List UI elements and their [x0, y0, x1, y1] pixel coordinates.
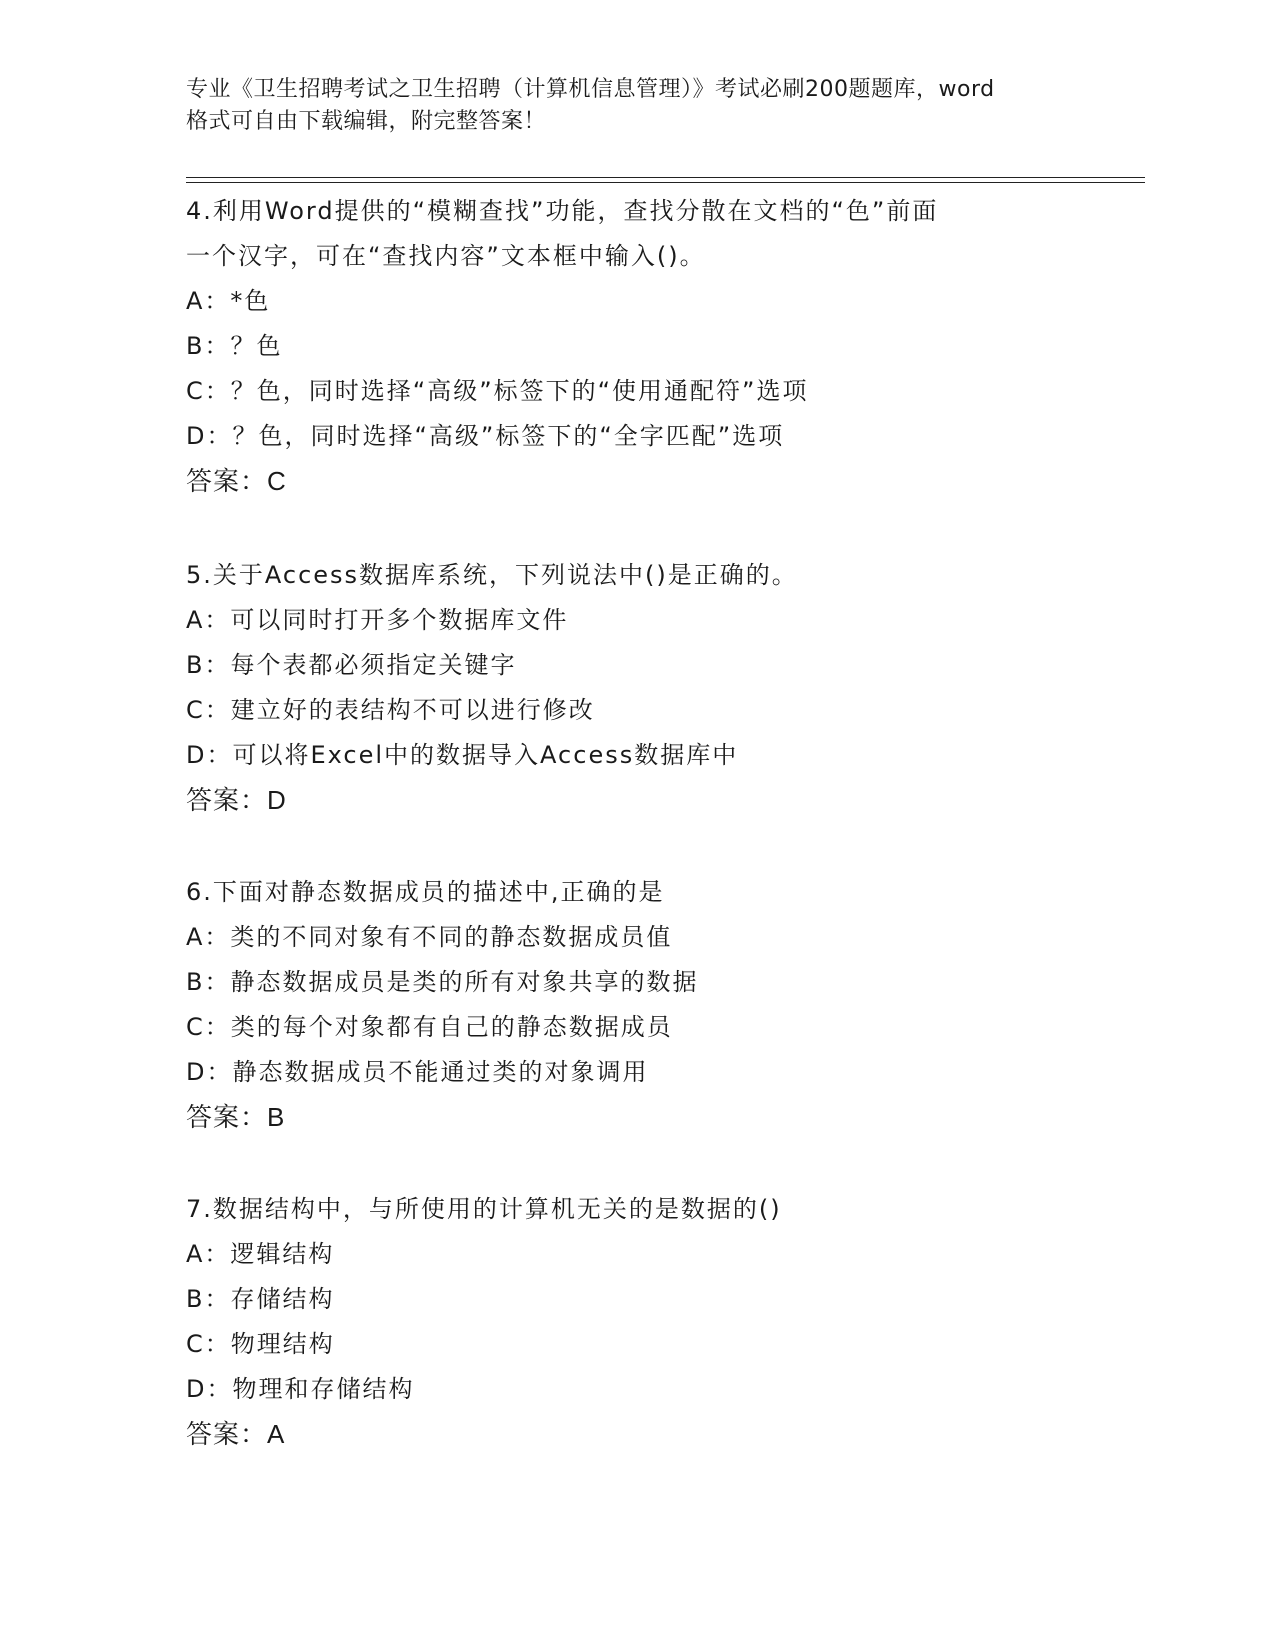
header-line-2: 格式可自由下载编辑，附完整答案！	[186, 109, 547, 134]
question-stem: 4.利用Word提供的“模糊查找”功能，查找分散在文档的“色”前面	[186, 197, 939, 225]
option-c: C：类的每个对象都有自己的静态数据成员	[186, 1013, 673, 1041]
question-stem: 7.数据结构中，与所使用的计算机无关的是数据的()	[186, 1195, 782, 1223]
document-header	[186, 74, 1086, 138]
answer-line: 答案：D	[186, 785, 287, 815]
answer-line: 答案：B	[186, 1102, 286, 1132]
option-a: A：*色	[186, 287, 271, 315]
header-line-1: 专业《卫生招聘考试之卫生招聘（计算机信息管理）》考试必刷200题题库，word	[186, 77, 995, 102]
question-block	[186, 553, 1086, 823]
option-c: C：建立好的表结构不可以进行修改	[186, 696, 595, 724]
option-d: D：静态数据成员不能通过类的对象调用	[186, 1058, 649, 1086]
question-block	[186, 870, 1086, 1140]
header-divider-bottom	[186, 182, 1145, 183]
answer-line: 答案：A	[186, 1419, 286, 1449]
question-stem: 5.关于Access数据库系统，下列说法中()是正确的。	[186, 561, 798, 589]
option-a: A：类的不同对象有不同的静态数据成员值	[186, 923, 673, 951]
option-d: D：？色，同时选择“高级”标签下的“全字匹配”选项	[186, 422, 785, 450]
header-divider-top	[186, 177, 1145, 178]
question-stem: 6.下面对静态数据成员的描述中,正确的是	[186, 878, 665, 906]
option-b: B：静态数据成员是类的所有对象共享的数据	[186, 968, 699, 996]
option-b: B：？色	[186, 332, 283, 360]
question-stem: 一个汉字，可在“查找内容”文本框中输入()。	[186, 242, 706, 270]
question-block	[186, 1187, 1086, 1457]
option-a: A：逻辑结构	[186, 1240, 335, 1268]
option-d: D：物理和存储结构	[186, 1375, 415, 1403]
option-c: C：？色，同时选择“高级”标签下的“使用通配符”选项	[186, 377, 809, 405]
option-a: A：可以同时打开多个数据库文件	[186, 606, 569, 634]
option-b: B：存储结构	[186, 1285, 335, 1313]
option-d: D：可以将Excel中的数据导入Access数据库中	[186, 741, 739, 769]
option-b: B：每个表都必须指定关键字	[186, 651, 517, 679]
answer-line: 答案：C	[186, 466, 287, 496]
option-c: C：物理结构	[186, 1330, 335, 1358]
question-block	[186, 189, 1086, 504]
